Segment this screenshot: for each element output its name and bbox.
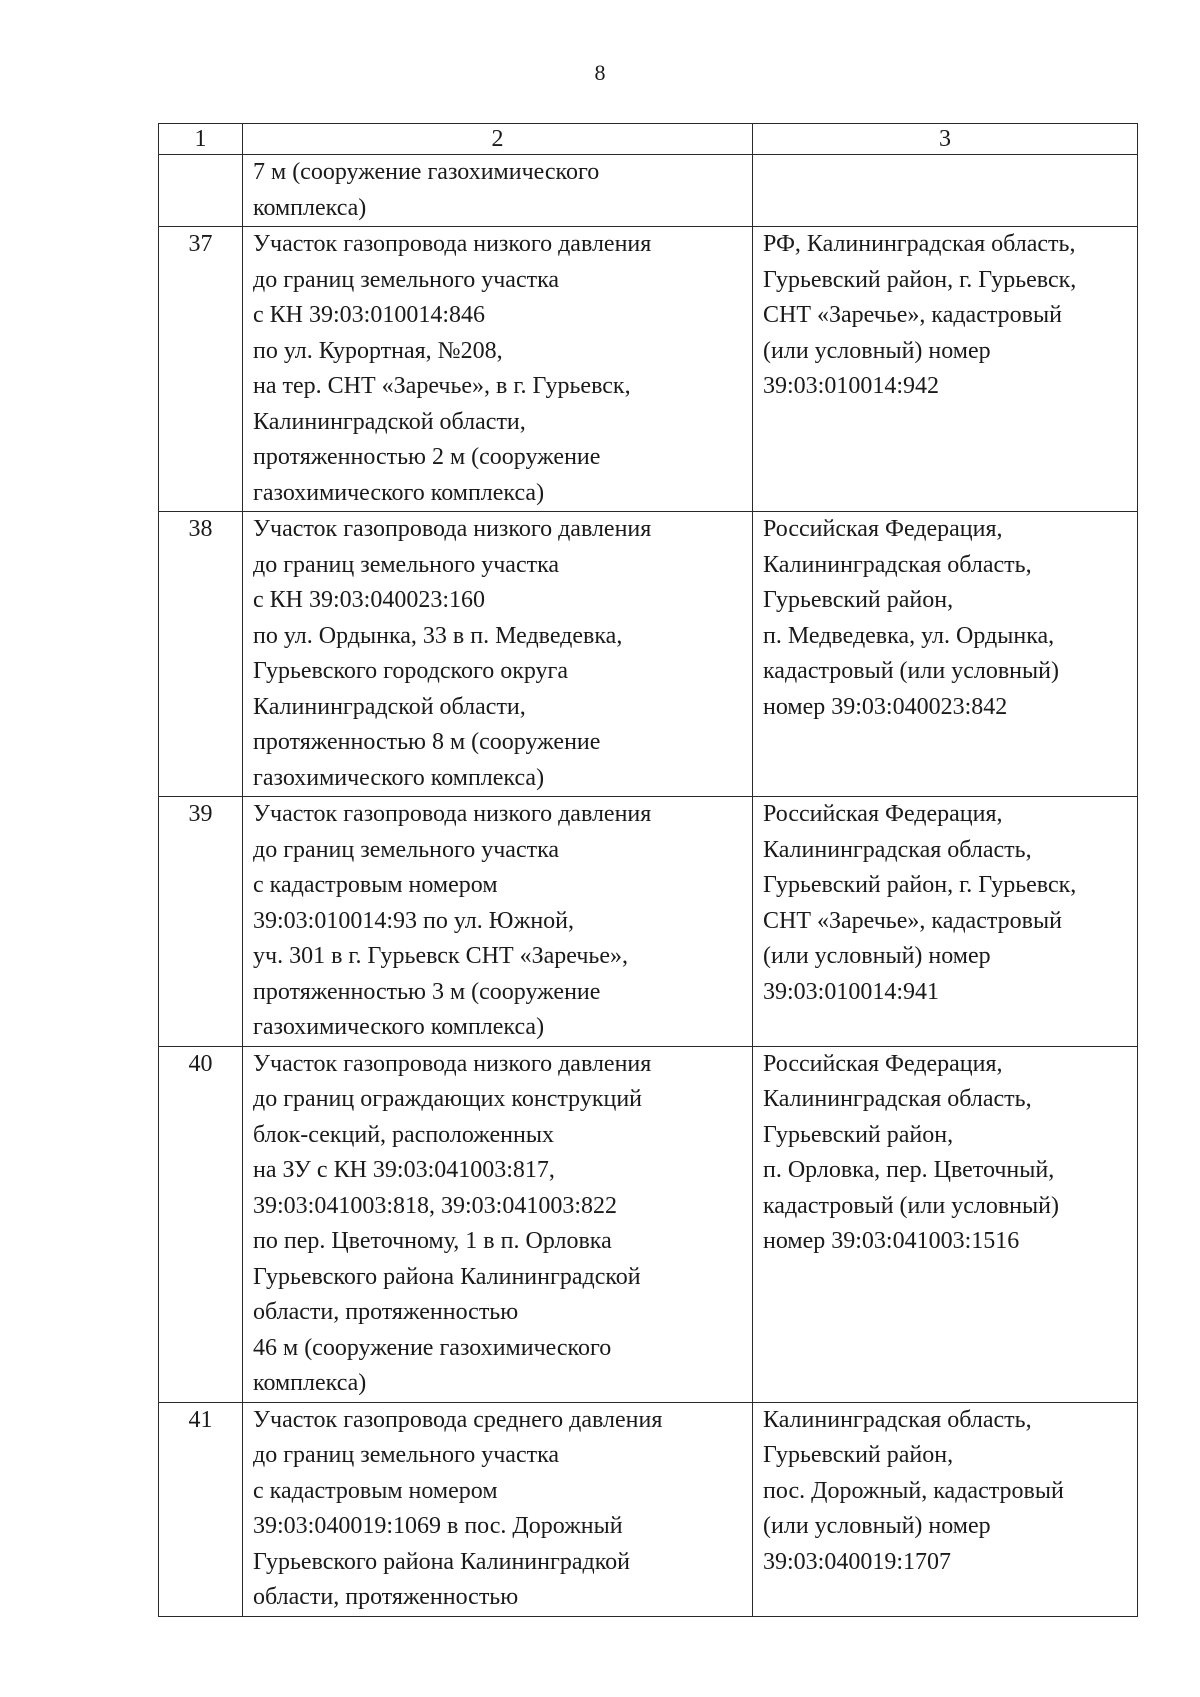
table-row — [159, 227, 1138, 512]
row-number — [159, 155, 243, 227]
address-line: пос. Дорожный, кадастровый — [763, 1477, 1064, 1504]
description-line: 39:03:041003:818, 39:03:041003:822 — [253, 1192, 618, 1219]
object-address — [753, 512, 1138, 797]
address-line: 39:03:010014:941 — [763, 978, 940, 1005]
table-row — [159, 1402, 1138, 1616]
description-line: протяженностью 8 м (сооружение — [253, 729, 601, 755]
address-line: (или условный) номер — [763, 943, 991, 969]
address-line: Российская Федерация, — [763, 801, 1003, 827]
description-line: до границ ограждающих конструкций — [253, 1086, 643, 1112]
table-row — [159, 797, 1138, 1047]
address-line: п. Орловка, пер. Цветочный, — [763, 1157, 1055, 1183]
description-line: газохимического комплекса) — [253, 1014, 545, 1040]
address-line: Калининградская область, — [763, 836, 1032, 863]
description-line: до границ земельного участка — [253, 266, 560, 293]
description-line: 39:03:010014:93 по ул. Южной, — [253, 907, 574, 934]
address-line: кадастровый (или условный) — [763, 658, 1059, 684]
header-col-description: 2 — [243, 124, 753, 155]
description-line: до границ земельного участка — [253, 836, 560, 863]
table-row — [159, 512, 1138, 797]
description-line: 7 м (сооружение газохимического — [253, 159, 600, 185]
address-line: Калининградская область, — [763, 1086, 1032, 1112]
description-line: на ЗУ с КН 39:03:041003:817, — [253, 1157, 555, 1183]
description-line: комплекса) — [253, 194, 367, 221]
description-line: 39:03:040019:1069 в пос. Дорожный — [253, 1513, 623, 1539]
address-line: 39:03:040019:1707 — [763, 1548, 952, 1575]
address-line: Гурьевский район, — [763, 1121, 954, 1148]
description-line: до границ земельного участка — [253, 551, 560, 578]
address-line: Гурьевский район, — [763, 1442, 954, 1468]
description-line: с КН 39:03:010014:846 — [253, 302, 485, 328]
object-address — [753, 1046, 1138, 1402]
description-line: Гурьевского городского округа — [253, 658, 569, 684]
object-description — [243, 512, 753, 797]
address-line: (или условный) номер — [763, 1513, 991, 1539]
row-number: 38 — [159, 512, 243, 797]
description-line: по ул. Курортная, №208, — [253, 337, 503, 364]
description-line: блок-секций, расположенных — [253, 1121, 554, 1148]
description-line: на тер. СНТ «Заречье», в г. Гурьевск, — [253, 373, 631, 399]
table-row — [159, 1046, 1138, 1402]
address-line: п. Медведевка, ул. Ордынка, — [763, 622, 1055, 649]
description-line: области, протяженностью — [253, 1299, 519, 1325]
description-line: с КН 39:03:040023:160 — [253, 587, 485, 613]
table-header-row — [159, 124, 1138, 155]
address-line: Гурьевский район, г. Гурьевск, — [763, 266, 1077, 293]
description-line: Участок газопровода среднего давления — [253, 1406, 663, 1433]
description-line: протяженностью 2 м (сооружение — [253, 444, 601, 470]
description-line: до границ земельного участка — [253, 1442, 560, 1468]
description-line: Участок газопровода низкого давления — [253, 801, 652, 827]
object-address — [753, 797, 1138, 1047]
description-line: Калининградской области, — [253, 693, 526, 720]
address-line: РФ, Калининградская область, — [763, 231, 1076, 257]
row-number: 41 — [159, 1402, 243, 1616]
address-line: номер 39:03:040023:842 — [763, 693, 1008, 720]
description-line: по ул. Ордынка, 33 в п. Медведевка, — [253, 622, 623, 649]
description-line: Участок газопровода низкого давления — [253, 516, 652, 542]
description-line: Калининградской области, — [253, 408, 526, 435]
object-description — [243, 1046, 753, 1402]
address-line: (или условный) номер — [763, 337, 991, 364]
address-line: кадастровый (или условный) — [763, 1192, 1059, 1219]
description-line: Гурьевского района Калининградкой — [253, 1548, 630, 1575]
address-line: Гурьевский район, г. Гурьевск, — [763, 872, 1077, 898]
page-number: 8 — [594, 60, 606, 85]
address-line: Гурьевский район, — [763, 587, 954, 613]
description-line: Участок газопровода низкого давления — [253, 1050, 652, 1077]
description-line: с кадастровым номером — [253, 1477, 498, 1504]
description-line: газохимического комплекса) — [253, 764, 545, 791]
description-line: области, протяженностью — [253, 1584, 519, 1610]
row-number: 37 — [159, 227, 243, 512]
description-line: с кадастровым номером — [253, 872, 498, 898]
header-col-number: 1 — [159, 124, 243, 155]
address-line: Калининградская область, — [763, 551, 1032, 578]
address-line: Российская Федерация, — [763, 1050, 1003, 1077]
description-line: Гурьевского района Калининградской — [253, 1263, 641, 1290]
description-line: комплекса) — [253, 1370, 367, 1396]
object-description — [243, 155, 753, 227]
address-line: Калининградская область, — [763, 1406, 1032, 1433]
object-address — [753, 227, 1138, 512]
address-line: Российская Федерация, — [763, 516, 1003, 542]
description-line: уч. 301 в г. Гурьевск СНТ «Заречье», — [253, 943, 628, 969]
header-col-address: 3 — [753, 124, 1138, 155]
row-number: 40 — [159, 1046, 243, 1402]
address-line: номер 39:03:041003:1516 — [763, 1228, 1020, 1254]
description-line: протяженностью 3 м (сооружение — [253, 978, 601, 1005]
object-description — [243, 227, 753, 512]
row-number: 39 — [159, 797, 243, 1047]
object-address — [753, 155, 1138, 227]
address-line: СНТ «Заречье», кадастровый — [763, 302, 1062, 328]
description-line: Участок газопровода низкого давления — [253, 231, 652, 257]
address-line: 39:03:010014:942 — [763, 373, 940, 399]
object-address — [753, 1402, 1138, 1616]
description-line: 46 м (сооружение газохимического — [253, 1334, 612, 1361]
description-line: по пер. Цветочному, 1 в п. Орловка — [253, 1228, 612, 1254]
object-description — [243, 797, 753, 1047]
description-line: газохимического комплекса) — [253, 479, 545, 506]
registry-table — [158, 123, 1138, 1617]
address-line: СНТ «Заречье», кадастровый — [763, 907, 1062, 934]
table-row — [159, 155, 1138, 227]
object-description — [243, 1402, 753, 1616]
